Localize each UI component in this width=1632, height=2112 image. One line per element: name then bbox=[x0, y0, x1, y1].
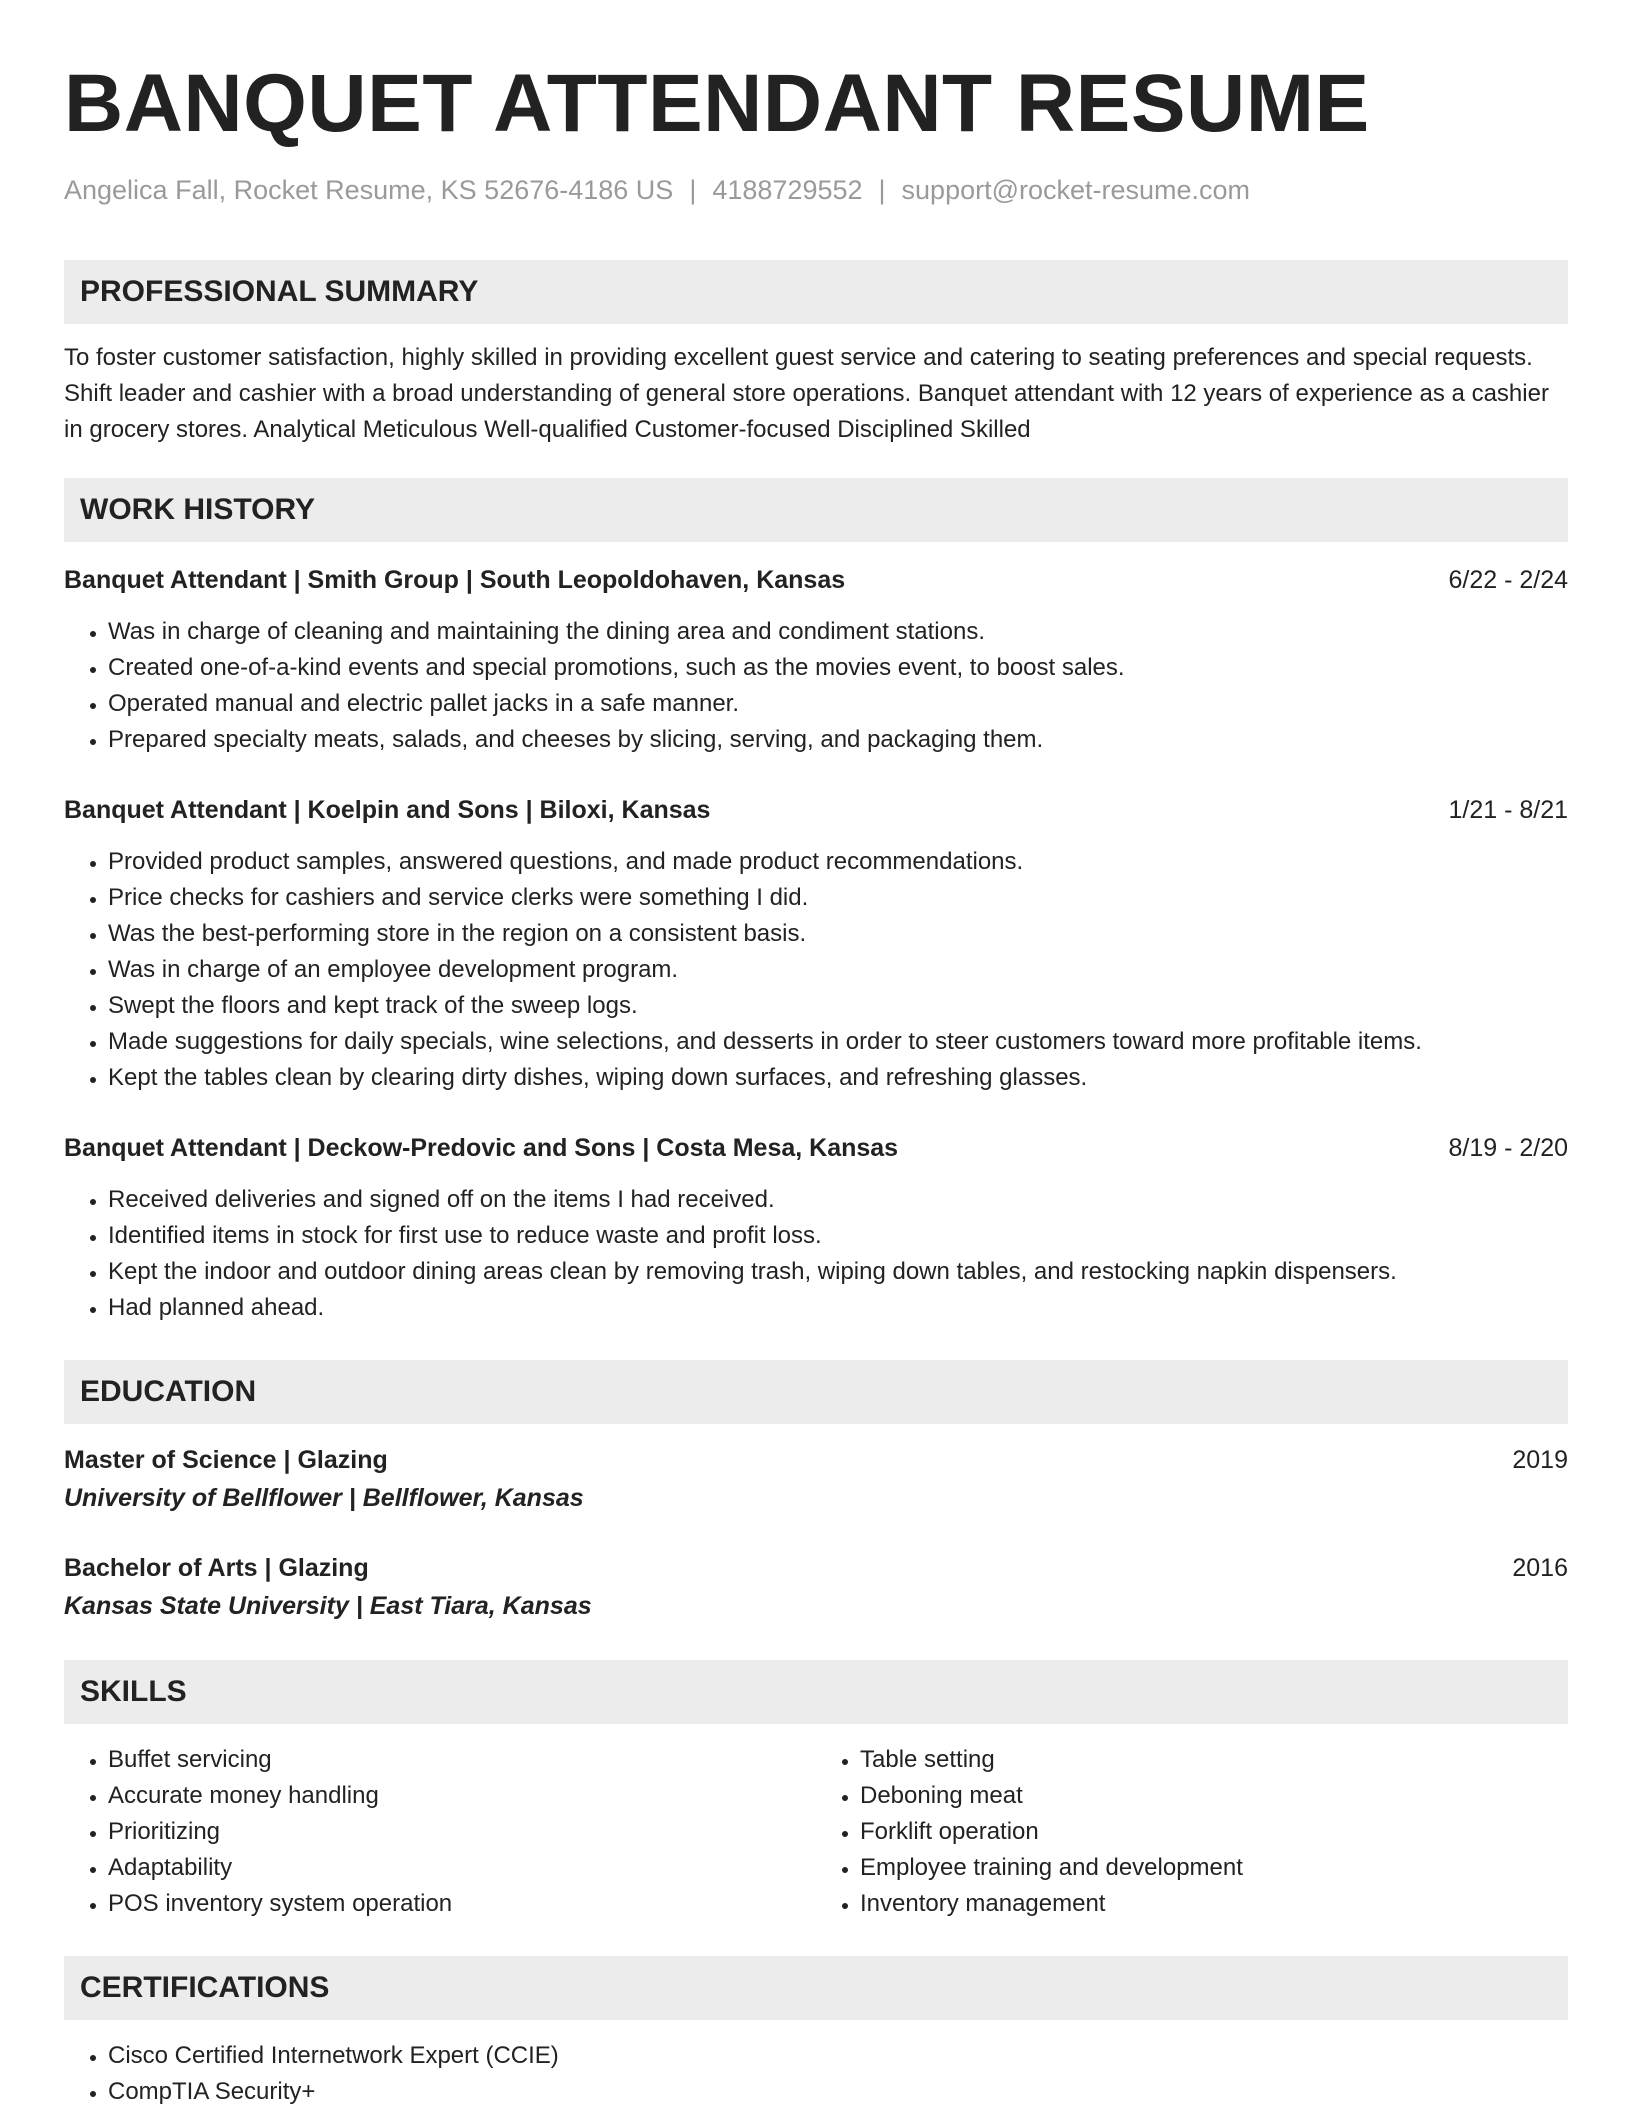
summary-section bbox=[64, 260, 1568, 448]
contact-line bbox=[64, 172, 1568, 208]
job-duties bbox=[64, 1182, 1568, 1326]
job-duty: • Price checks for cashiers and service clerks were something I did. bbox=[108, 880, 1568, 916]
job-header bbox=[64, 1130, 1568, 1166]
job-duty: • Received deliveries and signed off on the items I had received. bbox=[108, 1182, 1568, 1218]
skill-item: • Table setting bbox=[860, 1742, 1568, 1778]
section-heading-summary: PROFESSIONAL SUMMARY bbox=[64, 260, 1568, 324]
skill-item: • Buffet servicing bbox=[108, 1742, 816, 1778]
job-duty: • Prepared specialty meats, salads, and cheeses by slicing, serving, and packaging them. bbox=[108, 722, 1568, 758]
job-duty: • Created one-of-a-kind events and special promotions, such as the movies event, to boost sales. bbox=[108, 650, 1568, 686]
job-duty: • Made suggestions for daily specials, wine selections, and desserts in order to steer customers toward more profitable items. bbox=[108, 1024, 1568, 1060]
job-duty: • Swept the floors and kept track of the sweep logs. bbox=[108, 988, 1568, 1024]
education-section bbox=[64, 1360, 1568, 1626]
skill-item: • Deboning meat bbox=[860, 1778, 1568, 1814]
job-duty: • Operated manual and electric pallet jacks in a safe manner. bbox=[108, 686, 1568, 722]
job-duty: • Was the best-performing store in the region on a consistent basis. bbox=[108, 916, 1568, 952]
job-title: Banquet Attendant | Koelpin and Sons | Biloxi, Kansas bbox=[64, 796, 711, 824]
job-title: Banquet Attendant | Deckow-Predovic and Sons | Costa Mesa, Kansas bbox=[64, 1134, 899, 1162]
job-duties bbox=[64, 614, 1568, 758]
contact-email: support@rocket-resume.com bbox=[901, 175, 1251, 205]
job-duty: • Was in charge of cleaning and maintaining the dining area and condiment stations. bbox=[108, 614, 1568, 650]
contact-phone: 4188729552 bbox=[712, 175, 863, 205]
section-heading-certifications: CERTIFICATIONS bbox=[64, 1956, 1568, 2020]
education-entry bbox=[64, 1550, 1568, 1626]
job-dates: 8/19 - 2/20 bbox=[1448, 1134, 1568, 1162]
skills-section bbox=[64, 1660, 1568, 1922]
contact-address: Angelica Fall, Rocket Resume, KS 52676-4186 US bbox=[64, 175, 674, 205]
job-duty: • Was in charge of an employee development program. bbox=[108, 952, 1568, 988]
graduation-year: 2019 bbox=[1512, 1446, 1568, 1474]
education-header bbox=[64, 1442, 1568, 1478]
education-header bbox=[64, 1550, 1568, 1586]
skill-item: • Accurate money handling bbox=[108, 1778, 816, 1814]
section-heading-skills: SKILLS bbox=[64, 1660, 1568, 1724]
section-heading-work-history: WORK HISTORY bbox=[64, 478, 1568, 542]
job-duty: • Identified items in stock for first use to reduce waste and profit loss. bbox=[108, 1218, 1568, 1254]
resume-title: BANQUET ATTENDANT RESUME bbox=[64, 58, 1370, 149]
skill-item: • POS inventory system operation bbox=[108, 1886, 816, 1922]
degree: Bachelor of Arts | Glazing bbox=[64, 1554, 369, 1582]
certification-item: • CompTIA Security+ bbox=[108, 2074, 1568, 2110]
skill-item: • Forklift operation bbox=[860, 1814, 1568, 1850]
job-duty: • Provided product samples, answered questions, and made product recommendations. bbox=[108, 844, 1568, 880]
education-entry bbox=[64, 1442, 1568, 1518]
job-duty: • Kept the indoor and outdoor dining areas clean by removing trash, wiping down tables, and restocking napkin dispensers. bbox=[108, 1254, 1568, 1290]
skill-item: • Prioritizing bbox=[108, 1814, 816, 1850]
job-dates: 1/21 - 8/21 bbox=[1448, 796, 1568, 824]
section-heading-education: EDUCATION bbox=[64, 1360, 1568, 1424]
contact-separator: | bbox=[878, 175, 886, 205]
certification-item: • Cisco Certified Internetwork Expert (CCIE) bbox=[108, 2038, 1568, 2074]
certifications-list bbox=[64, 2038, 1568, 2110]
job-duty: • Had planned ahead. bbox=[108, 1290, 1568, 1326]
work-history-section bbox=[64, 478, 1568, 1326]
certifications-section bbox=[64, 1956, 1568, 2110]
contact-separator: | bbox=[689, 175, 697, 205]
job-dates: 6/22 - 2/24 bbox=[1448, 566, 1568, 594]
skills-list-left bbox=[64, 1742, 816, 1922]
skill-item: • Employee training and development bbox=[860, 1850, 1568, 1886]
job-duty: • Kept the tables clean by clearing dirty dishes, wiping down surfaces, and refreshing glasses. bbox=[108, 1060, 1568, 1096]
graduation-year: 2016 bbox=[1512, 1554, 1568, 1582]
job-entry bbox=[64, 562, 1568, 758]
skill-item: • Adaptability bbox=[108, 1850, 816, 1886]
summary-text: To foster customer satisfaction, highly skilled in providing excellent guest service and catering to seating preferences and special requests. Shift leader and cashier with a broad understanding of general store operations. Banquet attendant with 12 years of experience as a cashier in grocery stores. Analytical Meticulous Well-qualified Customer-focused Disciplined Skilled bbox=[64, 344, 1549, 443]
job-title: Banquet Attendant | Smith Group | South Leopoldohaven, Kansas bbox=[64, 566, 846, 594]
job-entry bbox=[64, 1130, 1568, 1326]
school: University of Bellflower | Bellflower, Kansas bbox=[64, 1484, 584, 1512]
degree: Master of Science | Glazing bbox=[64, 1446, 388, 1474]
school: Kansas State University | East Tiara, Kansas bbox=[64, 1592, 592, 1620]
job-header bbox=[64, 792, 1568, 828]
job-entry bbox=[64, 792, 1568, 1096]
job-header bbox=[64, 562, 1568, 598]
skills-columns bbox=[64, 1742, 1568, 1922]
job-duties bbox=[64, 844, 1568, 1096]
skills-list-right bbox=[816, 1742, 1568, 1922]
skill-item: • Inventory management bbox=[860, 1886, 1568, 1922]
